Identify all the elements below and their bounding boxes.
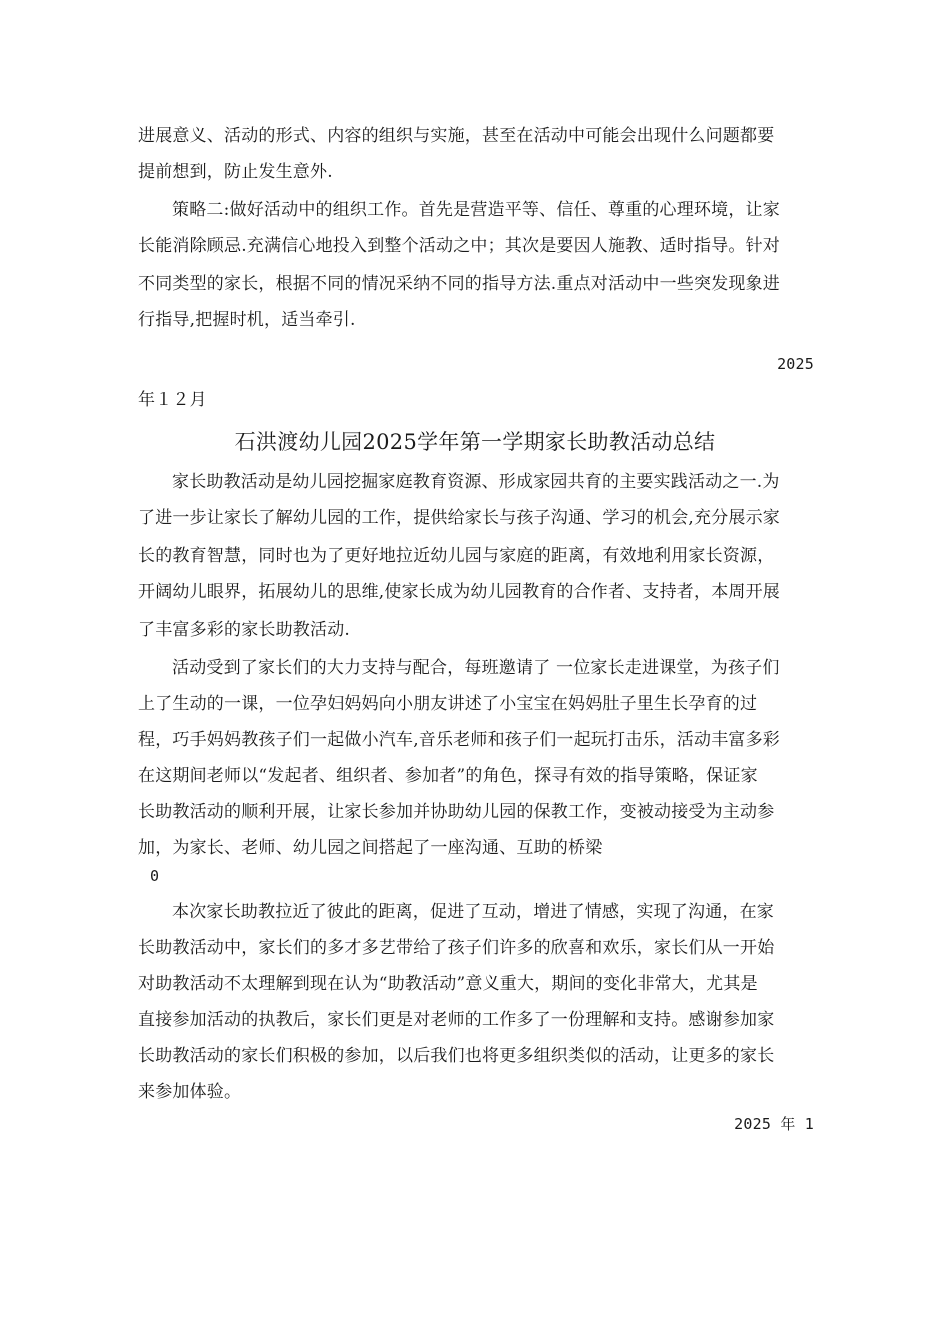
body-text-line: 本次家长助教拉近了彼此的距离，促进了互动，增进了情感，实现了沟通，在家 [172, 902, 774, 922]
body-text-line: 了丰富多彩的家长助教活动. [138, 620, 351, 640]
body-text-line: 长助教活动的顺利开展，让家长参加并协助幼儿园的保教工作，变被动接受为主动参 [138, 802, 775, 822]
date-year: 2025 [777, 355, 814, 373]
body-text-line: 上了生动的一课，一位孕妇妈妈向小朋友讲述了小宝宝在妈妈肚子里生长孕育的过 [138, 694, 758, 714]
body-text-line: 长能消除顾忌.充满信心地投入到整个活动之中；其次是要因人施教、适时指导。针对 [138, 236, 781, 256]
body-text-line: 对助教活动不太理解到现在认为“助教活动”意义重大，期间的变化非常大，尤其是 [138, 974, 758, 994]
body-text-line: 进展意义、活动的形式、内容的组织与实施，甚至在活动中可能会出现什么问题都要 [138, 126, 775, 146]
body-text-line: 直接参加活动的执教后，家长们更是对老师的工作多了一份理解和支持。感谢参加家 [138, 1010, 775, 1030]
body-text-line: 家长助教活动是幼儿园挖掘家庭教育资源、形成家园共育的主要实践活动之一.为 [172, 472, 780, 492]
body-text-line: 长的教育智慧，同时也为了更好地拉近幼儿园与家庭的距离，有效地利用家长资源， [138, 546, 775, 566]
body-text-line: 长助教活动中，家长们的多才多艺带给了孩子们许多的欣喜和欢乐，家长们从一开始 [138, 938, 775, 958]
body-text-line: 提前想到，防止发生意外. [138, 162, 333, 182]
paragraph-tail: 0 [150, 867, 160, 885]
body-text-line: 开阔幼儿眼界，拓展幼儿的思维,使家长成为幼儿园教育的合作者、支持者，本周开展 [138, 582, 781, 602]
body-text-line: 了进一步让家长了解幼儿园的工作，提供给家长与孩子沟通、学习的机会,充分展示家 [138, 508, 781, 528]
body-text-line: 长助教活动的家长们积极的参加，以后我们也将更多组织类似的活动，让更多的家长 [138, 1046, 775, 1066]
body-text-line: 活动受到了家长们的大力支持与配合，每班邀请了 一位家长走进课堂，为孩子们 [172, 658, 780, 678]
summary-date: 2025 年 1 [734, 1115, 814, 1133]
body-text-line: 程，巧手妈妈教孩子们一起做小汽车,音乐老师和孩子们一起玩打击乐，活动丰富多彩 [138, 730, 781, 750]
body-text-line: 行指导,把握时机，适当牵引. [138, 310, 356, 330]
body-text-line: 在这期间老师以“发起者、组织者、参加者”的角色，探寻有效的指导策略，保证家 [138, 766, 758, 786]
body-text-line: 来参加体验。 [138, 1082, 242, 1102]
body-text-line: 策略二:做好活动中的组织工作。首先是营造平等、信任、尊重的心理环境，让家 [172, 200, 780, 220]
body-text-line: 加，为家长、老师、幼儿园之间搭起了一座沟通、互助的桥梁 [138, 838, 603, 858]
date-month: 年１２月 [138, 390, 207, 410]
page-title: 石洪渡幼儿园2025学年第一学期家长助教活动总结 [234, 430, 716, 454]
body-text-line: 不同类型的家长，根据不同的情况采纳不同的指导方法.重点对活动中一些突发现象进 [138, 274, 781, 294]
